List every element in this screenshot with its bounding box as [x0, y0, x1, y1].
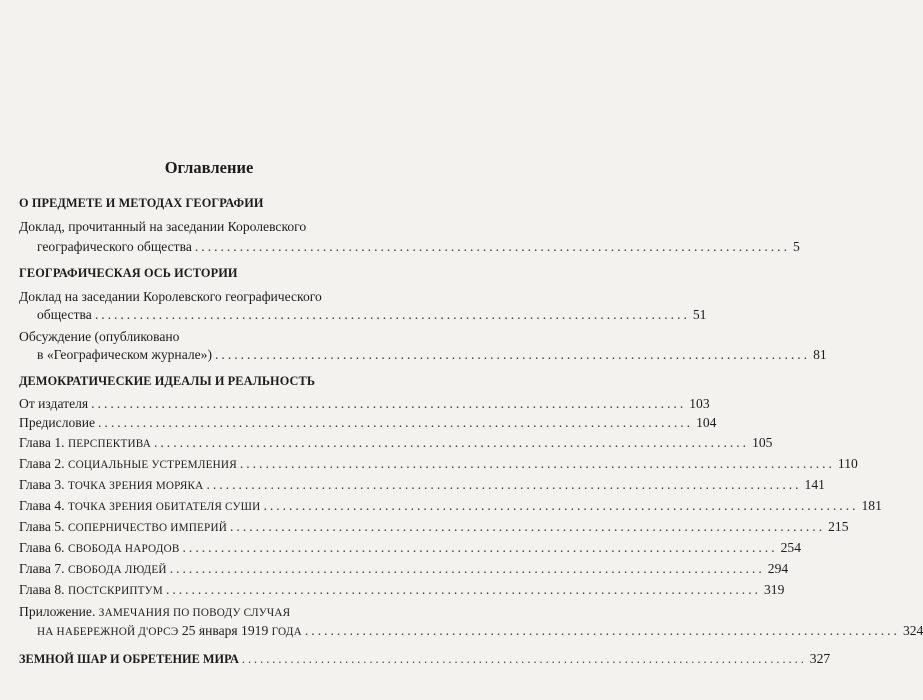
toc-entry-2-label: общества	[37, 307, 92, 322]
toc-appendix-line1	[19, 604, 397, 620]
chapter-6-title: СВОБОДА НАРОДОВ	[67, 543, 180, 555]
chapter-6-page: 254	[780, 540, 801, 555]
appendix-date: 25 января 1919	[178, 623, 272, 638]
leader-dots: .............................................................................................	[241, 652, 807, 666]
toc-row-chapter-7	[19, 561, 789, 577]
toc-entry-2-line1: Доклад на заседании Королевского географического	[19, 289, 322, 304]
chapter-2-title: СОЦИАЛЬНЫЕ УСТРЕМЛЕНИЯ	[67, 459, 237, 471]
toc-row-chapter-8	[19, 582, 785, 598]
leader-dots: .............................................................................................	[169, 561, 765, 576]
chapter-8-title: ПОСТСКРИПТУМ	[67, 585, 163, 597]
leader-dots: .............................................................................................	[94, 307, 690, 322]
leader-dots: .............................................................................................	[98, 415, 694, 430]
toc-entry-1-line1: Доклад, прочитанный на заседании Королевского	[19, 219, 307, 234]
toc-row-preface-label: Предисловие	[19, 415, 96, 430]
toc-row-preface	[19, 415, 717, 431]
chapter-1-page: 105	[752, 435, 773, 450]
leader-dots: .............................................................................................	[263, 498, 859, 513]
section-heading-4-row	[19, 651, 831, 667]
toc-row-publisher-label: От издателя	[19, 396, 89, 411]
section-heading-1: О ПРЕДМЕТЕ И МЕТОДАХ ГЕОГРАФИИ	[19, 196, 264, 210]
toc-entry-3-page: 81	[813, 347, 827, 362]
toc-entry-1	[37, 239, 800, 255]
chapter-1-prefix: Глава 1.	[19, 435, 65, 450]
toc-entry-2-page: 51	[692, 307, 707, 322]
leader-dots: .............................................................................................	[215, 347, 811, 362]
toc-row-chapter-3	[19, 477, 825, 493]
toc-row-chapter-2	[19, 456, 858, 472]
chapter-5-page: 215	[828, 519, 849, 534]
chapter-5-prefix: Глава 5.	[19, 519, 65, 534]
toc-entry-2	[37, 307, 707, 323]
appendix-title-line2b: ГОДА	[271, 626, 302, 638]
chapter-2-prefix: Глава 2.	[19, 456, 65, 471]
chapter-4-prefix: Глава 4.	[19, 498, 65, 513]
section-heading-4: ЗЕМНОЙ ШАР И ОБРЕТЕНИЕ МИРА	[19, 652, 239, 666]
chapter-2-page: 110	[837, 456, 858, 471]
chapter-7-title: СВОБОДА ЛЮДЕЙ	[67, 564, 167, 576]
chapter-1-title: ПЕРСПЕКТИВА	[67, 438, 151, 450]
toc-entry-1-page: 5	[792, 239, 800, 254]
chapter-7-page: 294	[767, 561, 789, 576]
leader-dots: .............................................................................................	[194, 239, 790, 254]
chapter-4-page: 181	[861, 498, 882, 513]
section-4-page: 327	[809, 651, 831, 666]
toc-row-preface-page: 104	[696, 415, 717, 430]
chapter-3-title: ТОЧКА ЗРЕНИЯ МОРЯКА	[67, 480, 204, 492]
section-heading-3: ДЕМОКРАТИЧЕСКИЕ ИДЕАЛЫ И РЕАЛЬНОСТЬ	[19, 374, 316, 388]
toc-entry-3	[37, 347, 827, 363]
leader-dots: .............................................................................................	[154, 435, 750, 450]
chapter-5-title: СОПЕРНИЧЕСТВО ИМПЕРИЙ	[67, 522, 228, 534]
toc-row-publisher-page: 103	[689, 396, 710, 411]
chapter-7-prefix: Глава 7.	[19, 561, 65, 576]
appendix-title-line2a: НА НАБЕРЕЖНОЙ Д'ОРСЭ	[37, 626, 179, 638]
chapter-3-page: 141	[804, 477, 825, 492]
toc-entry-3-line1: Обсуждение (опубликовано	[19, 329, 180, 344]
leader-dots: .............................................................................................	[165, 582, 761, 597]
toc-row-chapter-1	[19, 435, 773, 451]
toc-title: Оглавление	[164, 158, 254, 177]
chapter-8-page: 319	[764, 582, 785, 597]
toc-row-chapter-5	[19, 519, 849, 535]
toc-entry-1-label: географического общества	[37, 239, 192, 254]
leader-dots: .............................................................................................	[239, 456, 835, 471]
leader-dots: .............................................................................................	[304, 623, 900, 638]
appendix-prefix: Приложение.	[19, 604, 96, 619]
leader-dots: .............................................................................................	[91, 396, 687, 411]
appendix-title-line1: ЗАМЕЧАНИЯ ПО ПОВОДУ СЛУЧАЯ	[98, 607, 291, 619]
toc-row-chapter-4	[19, 498, 882, 514]
chapter-4-title: ТОЧКА ЗРЕНИЯ ОБИТАТЕЛЯ СУШИ	[67, 501, 261, 513]
section-heading-2: ГЕОГРАФИЧЕСКАЯ ОСЬ ИСТОРИИ	[19, 266, 238, 280]
toc-appendix	[37, 623, 923, 639]
chapter-8-prefix: Глава 8.	[19, 582, 65, 597]
leader-dots: .............................................................................................	[182, 540, 778, 555]
leader-dots: .............................................................................................	[206, 477, 802, 492]
toc-row-chapter-6	[19, 540, 801, 556]
chapter-3-prefix: Глава 3.	[19, 477, 65, 492]
leader-dots: .............................................................................................	[230, 519, 826, 534]
chapter-6-prefix: Глава 6.	[19, 540, 65, 555]
toc-entry-3-label: в «Географическом журнале»)	[37, 347, 213, 362]
toc-row-publisher	[19, 396, 710, 412]
appendix-page: 324	[902, 623, 923, 638]
